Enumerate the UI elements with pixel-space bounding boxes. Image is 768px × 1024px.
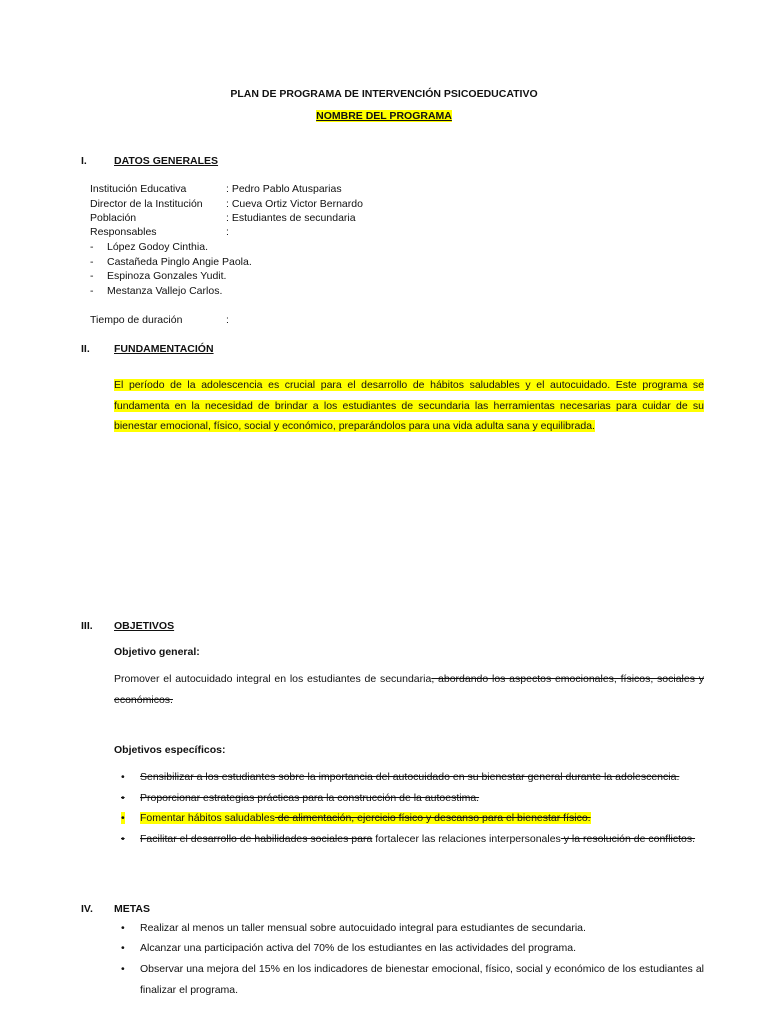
objetivos-especificos-label: Objetivos específicos: <box>114 744 226 756</box>
document-title: PLAN DE PROGRAMA DE INTERVENCIÓN PSICOEDUCATIVO <box>230 88 538 100</box>
bullet-icon: • <box>121 922 125 934</box>
program-name-text: NOMBRE DEL PROGRAMA <box>316 110 452 122</box>
bullet-icon: • <box>121 963 125 975</box>
objetivo-general-text: Promover el autocuidado integral en los estudiantes de secundaria <box>114 673 432 685</box>
objetivo-general-label: Objetivo general: <box>114 646 200 658</box>
tiempo-value: : <box>226 314 229 326</box>
bullet-icon: • <box>121 771 125 783</box>
objetivo-general-paragraph <box>114 669 704 710</box>
poblacion-value: : Estudiantes de secundaria <box>226 212 356 224</box>
objetivo-especifico-2 <box>140 788 704 809</box>
section-3-title: OBJETIVOS <box>114 620 175 632</box>
program-name <box>0 110 768 122</box>
meta-item: Realizar al menos un taller mensual sobre autocuidado integral para estudiantes de secundaria. <box>140 922 586 934</box>
responsables-value: : <box>226 226 229 238</box>
fundamentacion-text: El período de la adolescencia es crucial para el desarrollo de hábitos saludables y el autocuidado. Este programa se fundamenta en la necesidad de brindar a los estudiantes de secundaria las herramientas necesarias para cuidar de su bienestar emocional, físico, social y económico, preparándolos para una vida adulta sana y equilibrada. <box>114 379 704 432</box>
section-1-number: I. <box>81 155 87 167</box>
section-4-number: IV. <box>81 903 93 915</box>
institucion-label: Institución Educativa <box>90 183 187 195</box>
bullet-icon <box>121 808 125 829</box>
meta-item: Alcanzar una participación activa del 70% de los estudiantes en las actividades del programa. <box>140 942 577 954</box>
objetivo-especifico-3 <box>140 808 704 829</box>
responsable-dash: - <box>90 256 94 268</box>
section-2-title: FUNDAMENTACIÓN <box>114 343 214 355</box>
section-1-title: DATOS GENERALES <box>114 155 219 167</box>
bullet-icon: • <box>121 833 125 845</box>
bullet-icon: • <box>121 942 125 954</box>
responsable-item: López Godoy Cinthia. <box>107 241 208 253</box>
fundamentacion-paragraph <box>114 375 704 437</box>
responsable-dash: - <box>90 270 94 282</box>
objetivo-1-struck-b: durante la adolescencia. <box>562 771 680 783</box>
objetivo-4-struck: Facilitar el desarrollo de habilidades sociales para <box>140 833 373 845</box>
responsable-item: Castañeda Pinglo Angie Paola. <box>107 256 252 268</box>
section-4-title: METAS <box>114 903 150 915</box>
section-2-number: II. <box>81 343 90 355</box>
responsable-dash: - <box>90 241 94 253</box>
objetivo-especifico-4 <box>140 829 704 850</box>
objetivo-3-text: Fomentar hábitos saludables <box>140 812 275 824</box>
responsables-label: Responsables <box>90 226 157 238</box>
responsable-item: Espinoza Gonzales Yudit. <box>107 270 227 282</box>
director-value: : Cueva Ortiz Victor Bernardo <box>226 198 363 210</box>
meta-item: Observar una mejora del 15% en los indicadores de bienestar emocional, físico, social y económico de los estudiantes al finalizar el programa. <box>140 963 704 996</box>
section-3-number: III. <box>81 620 93 632</box>
objetivo-3-struck: de alimentación, ejercicio físico y descanso para el bienestar físico. <box>274 812 591 824</box>
objetivo-4-text: fortalecer las relaciones interpersonales <box>372 833 561 845</box>
objetivo-general-struck: , abordando los aspectos emocionales, físicos, sociales y económicos. <box>114 673 704 706</box>
institucion-value: : Pedro Pablo Atusparias <box>226 183 342 195</box>
responsable-item: Mestanza Vallejo Carlos. <box>107 285 223 297</box>
objetivo-1-struck-a: Sensibilizar a los estudiantes sobre la importancia del autocuidado en su bienestar general <box>140 771 563 783</box>
objetivo-2-struck: Proporcionar estrategias prácticas para la construcción de la autoestima. <box>140 792 480 804</box>
objetivo-especifico-1 <box>140 767 704 788</box>
responsable-dash: - <box>90 285 94 297</box>
bullet-icon-highlighted: • <box>121 812 125 824</box>
bullet-icon: • <box>121 792 125 804</box>
objetivo-4-struck-b: y la resolución de conflictos. <box>560 833 696 845</box>
poblacion-label: Población <box>90 212 137 224</box>
tiempo-label: Tiempo de duración <box>90 314 183 326</box>
director-label: Director de la Institución <box>90 198 203 210</box>
